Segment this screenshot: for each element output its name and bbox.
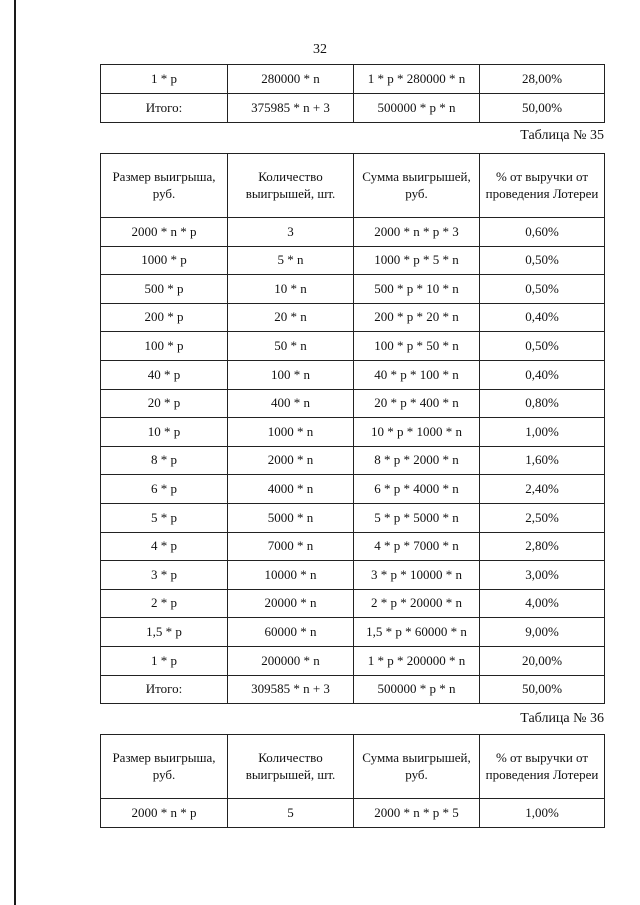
header-prize-size: Размер выигрыша, руб. bbox=[101, 735, 228, 799]
prize-sum-cell: 500000 * p * n bbox=[354, 94, 480, 123]
prize-size-cell: 6 * p bbox=[101, 475, 228, 504]
revenue-percent-cell: 50,00% bbox=[480, 94, 605, 123]
revenue-percent-cell: 50,00% bbox=[480, 675, 605, 704]
revenue-percent-cell: 2,50% bbox=[480, 503, 605, 532]
prize-sum-cell: 2 * p * 20000 * n bbox=[354, 589, 480, 618]
prize-sum-cell: 8 * p * 2000 * n bbox=[354, 446, 480, 475]
prize-sum-cell: 6 * p * 4000 * n bbox=[354, 475, 480, 504]
revenue-percent-cell: 1,00% bbox=[480, 418, 605, 447]
prize-count-cell: 2000 * n bbox=[228, 446, 354, 475]
table-row bbox=[101, 589, 605, 618]
prize-size-cell: 500 * p bbox=[101, 275, 228, 304]
prize-count-cell: 5 bbox=[228, 799, 354, 828]
revenue-percent-cell: 1,60% bbox=[480, 446, 605, 475]
table-36-body bbox=[101, 799, 605, 828]
revenue-percent-cell: 0,40% bbox=[480, 360, 605, 389]
header-prize-sum: Сумма выигрышей, руб. bbox=[354, 154, 480, 218]
prize-size-cell: 100 * p bbox=[101, 332, 228, 361]
prize-count-cell: 20000 * n bbox=[228, 589, 354, 618]
prize-count-cell: 7000 * n bbox=[228, 532, 354, 561]
table-row bbox=[101, 618, 605, 647]
total-label-cell: Итого: bbox=[101, 94, 228, 123]
table-row bbox=[101, 389, 605, 418]
prize-size-cell: 1 * p bbox=[101, 646, 228, 675]
prize-count-cell: 50 * n bbox=[228, 332, 354, 361]
prize-count-cell: 200000 * n bbox=[228, 646, 354, 675]
prize-sum-cell: 4 * p * 7000 * n bbox=[354, 532, 480, 561]
prize-size-cell: 2000 * n * p bbox=[101, 218, 228, 247]
prize-sum-cell: 1 * p * 280000 * n bbox=[354, 65, 480, 94]
prize-sum-cell: 3 * p * 10000 * n bbox=[354, 561, 480, 590]
revenue-percent-cell: 4,00% bbox=[480, 589, 605, 618]
prize-table-36 bbox=[100, 734, 605, 828]
header-prize-size: Размер выигрыша, руб. bbox=[101, 154, 228, 218]
revenue-percent-cell: 2,80% bbox=[480, 532, 605, 561]
prize-size-cell: 5 * p bbox=[101, 503, 228, 532]
table-row bbox=[101, 275, 605, 304]
prize-sum-cell: 10 * p * 1000 * n bbox=[354, 418, 480, 447]
prize-count-cell: 400 * n bbox=[228, 389, 354, 418]
prize-size-cell: 3 * p bbox=[101, 561, 228, 590]
prize-size-cell: 4 * p bbox=[101, 532, 228, 561]
prize-sum-cell: 5 * p * 5000 * n bbox=[354, 503, 480, 532]
prize-sum-cell: 200 * p * 20 * n bbox=[354, 303, 480, 332]
revenue-percent-cell: 28,00% bbox=[480, 65, 605, 94]
prize-size-cell: 40 * p bbox=[101, 360, 228, 389]
revenue-percent-cell: 20,00% bbox=[480, 646, 605, 675]
table-row bbox=[101, 503, 605, 532]
prize-sum-cell: 20 * p * 400 * n bbox=[354, 389, 480, 418]
prize-sum-cell: 2000 * n * p * 5 bbox=[354, 799, 480, 828]
prize-count-cell: 3 bbox=[228, 218, 354, 247]
prize-sum-cell: 1 * p * 200000 * n bbox=[354, 646, 480, 675]
table-row bbox=[101, 418, 605, 447]
revenue-percent-cell: 3,00% bbox=[480, 561, 605, 590]
prize-sum-cell: 2000 * n * p * 3 bbox=[354, 218, 480, 247]
header-revenue-percent: % от выручки от проведения Лотереи bbox=[480, 735, 605, 799]
prize-size-cell: 1,5 * p bbox=[101, 618, 228, 647]
prize-size-cell: 1000 * p bbox=[101, 246, 228, 275]
prize-count-cell: 1000 * n bbox=[228, 418, 354, 447]
table-row bbox=[101, 303, 605, 332]
revenue-percent-cell: 0,50% bbox=[480, 275, 605, 304]
prize-count-cell: 375985 * n + 3 bbox=[228, 94, 354, 123]
table-row bbox=[101, 65, 605, 94]
revenue-percent-cell: 9,00% bbox=[480, 618, 605, 647]
prize-count-cell: 5000 * n bbox=[228, 503, 354, 532]
prize-size-cell: 1 * p bbox=[101, 65, 228, 94]
prize-size-cell: 2000 * n * p bbox=[101, 799, 228, 828]
header-prize-count: Количество выигрышей, шт. bbox=[228, 735, 354, 799]
table-header-row bbox=[101, 154, 605, 218]
table-row bbox=[101, 360, 605, 389]
revenue-percent-cell: 0,40% bbox=[480, 303, 605, 332]
prize-size-cell: 8 * p bbox=[101, 446, 228, 475]
table-row bbox=[101, 646, 605, 675]
prize-sum-cell: 40 * p * 100 * n bbox=[354, 360, 480, 389]
table-row bbox=[101, 561, 605, 590]
table-row bbox=[101, 332, 605, 361]
prize-table-continuation bbox=[100, 64, 605, 123]
prize-size-cell: 20 * p bbox=[101, 389, 228, 418]
table-row bbox=[101, 446, 605, 475]
prize-size-cell: 10 * p bbox=[101, 418, 228, 447]
revenue-percent-cell: 0,80% bbox=[480, 389, 605, 418]
revenue-percent-cell: 1,00% bbox=[480, 799, 605, 828]
prize-count-cell: 10 * n bbox=[228, 275, 354, 304]
prize-count-cell: 100 * n bbox=[228, 360, 354, 389]
prize-table-35 bbox=[100, 153, 605, 704]
header-prize-sum: Сумма выигрышей, руб. bbox=[354, 735, 480, 799]
table-row bbox=[101, 246, 605, 275]
prize-sum-cell: 1000 * p * 5 * n bbox=[354, 246, 480, 275]
table-header-row bbox=[101, 735, 605, 799]
revenue-percent-cell: 0,50% bbox=[480, 332, 605, 361]
table-total-row bbox=[101, 675, 605, 704]
table-35-caption: Таблица № 35 bbox=[520, 128, 604, 143]
prize-size-cell: 2 * p bbox=[101, 589, 228, 618]
revenue-percent-cell: 2,40% bbox=[480, 475, 605, 504]
total-label-cell: Итого: bbox=[101, 675, 228, 704]
table-35-body bbox=[101, 218, 605, 704]
page-number: 32 bbox=[313, 42, 327, 57]
prize-sum-cell: 500 * p * 10 * n bbox=[354, 275, 480, 304]
prize-size-cell: 200 * p bbox=[101, 303, 228, 332]
table-row bbox=[101, 799, 605, 828]
prize-count-cell: 20 * n bbox=[228, 303, 354, 332]
prize-count-cell: 5 * n bbox=[228, 246, 354, 275]
prize-count-cell: 280000 * n bbox=[228, 65, 354, 94]
revenue-percent-cell: 0,50% bbox=[480, 246, 605, 275]
table-total-row bbox=[101, 94, 605, 123]
page-left-border bbox=[14, 0, 16, 905]
prize-count-cell: 60000 * n bbox=[228, 618, 354, 647]
prize-count-cell: 309585 * n + 3 bbox=[228, 675, 354, 704]
header-revenue-percent: % от выручки от проведения Лотереи bbox=[480, 154, 605, 218]
revenue-percent-cell: 0,60% bbox=[480, 218, 605, 247]
prize-count-cell: 10000 * n bbox=[228, 561, 354, 590]
table-row bbox=[101, 218, 605, 247]
table-row bbox=[101, 532, 605, 561]
header-prize-count: Количество выигрышей, шт. bbox=[228, 154, 354, 218]
prize-sum-cell: 1,5 * p * 60000 * n bbox=[354, 618, 480, 647]
prize-sum-cell: 100 * p * 50 * n bbox=[354, 332, 480, 361]
table-36-caption: Таблица № 36 bbox=[520, 711, 604, 726]
prize-sum-cell: 500000 * p * n bbox=[354, 675, 480, 704]
prize-count-cell: 4000 * n bbox=[228, 475, 354, 504]
table-row bbox=[101, 475, 605, 504]
